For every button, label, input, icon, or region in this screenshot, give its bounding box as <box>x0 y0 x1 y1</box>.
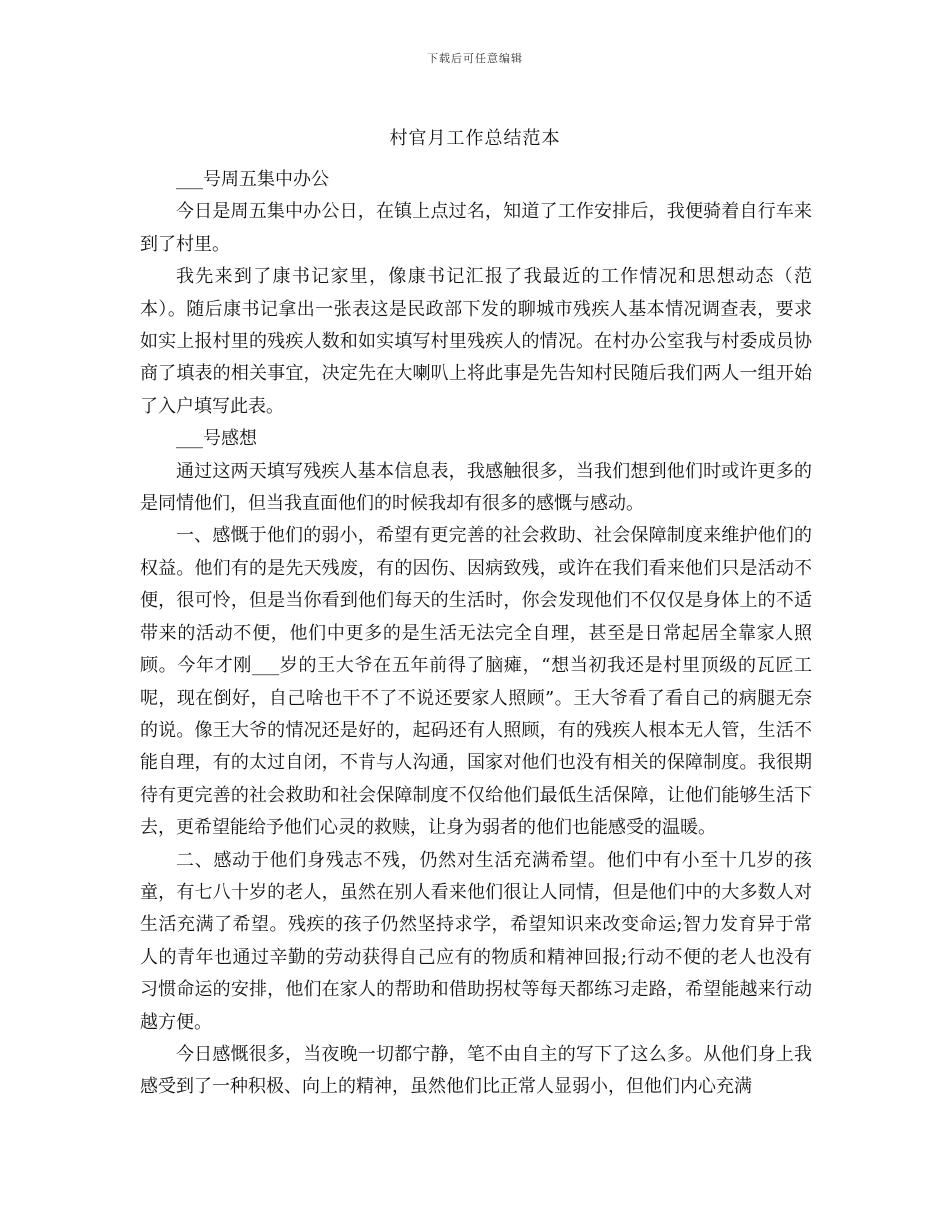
paragraph: 今日是周五集中办公日，在镇上点过名，知道了工作安排后，我便骑着自行车来到了村里。 <box>140 201 812 255</box>
header-note: 下载后可任意编辑 <box>427 52 523 65</box>
paragraph-heading-thoughts: ___号感想 <box>176 428 257 450</box>
paragraph: 一、感慨于他们的弱小，希望有更完善的社会救助、社会保障制度来维护他们的权益。他们有的是先天残废，有的因伤、因病致残，或许在我们看来他们只是活动不便，很可怜，但是当你看到他们每天的生活时，你会发现他们不仅仅是身体上的不适带来的活动不便，他们中更多的是生活无法完全自理，甚至是日常起居全靠家人照顾。今年才刚___岁的王大爷在五年前得了脑瘫，“想当初我还是村里顶级的瓦匠工呢，现在倒好，自己啥也干不了不说还要家人照顾”。王大爷看了看自己的病腿无奈的说。像王大爷的情况还是好的，起码还有人照顾，有的残疾人根本无人管，生活不能自理，有的太过自闭，不肯与人沟通，国家对他们也没有相关的保障制度。我很期待有更完善的社会救助和社会保障制度不仅给他们最低生活保障，让他们能够生活下去，更希望能给予他们心灵的救赎，让身为弱者的他们也能感受的温暖。 <box>140 525 812 839</box>
document-title: 村官月工作总结范本 <box>389 128 561 149</box>
paragraph: 通过这两天填写残疾人基本信息表，我感触很多，当我们想到他们时或许更多的是同情他们，但当我直面他们的时候我却有很多的感慨与感动。 <box>140 460 812 515</box>
paragraph: 我先来到了康书记家里，像康书记汇报了我最近的工作情况和思想动态（范本）。随后康书记拿出一张表这是民政部下发的聊城市残疾人基本情况调查表，要求如实上报村里的残疾人数和如实填写村里残疾人的情况。在村办公室我与村委成员协商了填表的相关事宜，决定先在大喇叭上将此事是先告知村民随后我们两人一组开始了入户填写此表。 <box>140 266 812 417</box>
paragraph: 二、感动于他们身残志不残，仍然对生活充满希望。他们中有小至十几岁的孩童，有七八十岁的老人，虽然在别人看来他们很让人同情，但是他们中的大多数人对生活充满了希望。残疾的孩子仍然坚持求学，希望知识来改变命运;智力发育异于常人的青年也通过辛勤的劳动获得自己应有的物质和精神回报;行动不便的老人也没有习惯命运的安排，他们在家人的帮助和借助拐杖等每天都练习走路，希望能越来行动越方便。 <box>140 849 812 1033</box>
document-body <box>140 164 812 1104</box>
paragraph-heading-friday: ___号周五集中办公 <box>176 169 329 190</box>
paragraph: 今日感慨很多，当夜晚一切都宁静，笔不由自主的写下了这么多。从他们身上我感受到了一种积极、向上的精神，虽然他们比正常人显弱小，但他们内心充满 <box>140 1043 812 1098</box>
